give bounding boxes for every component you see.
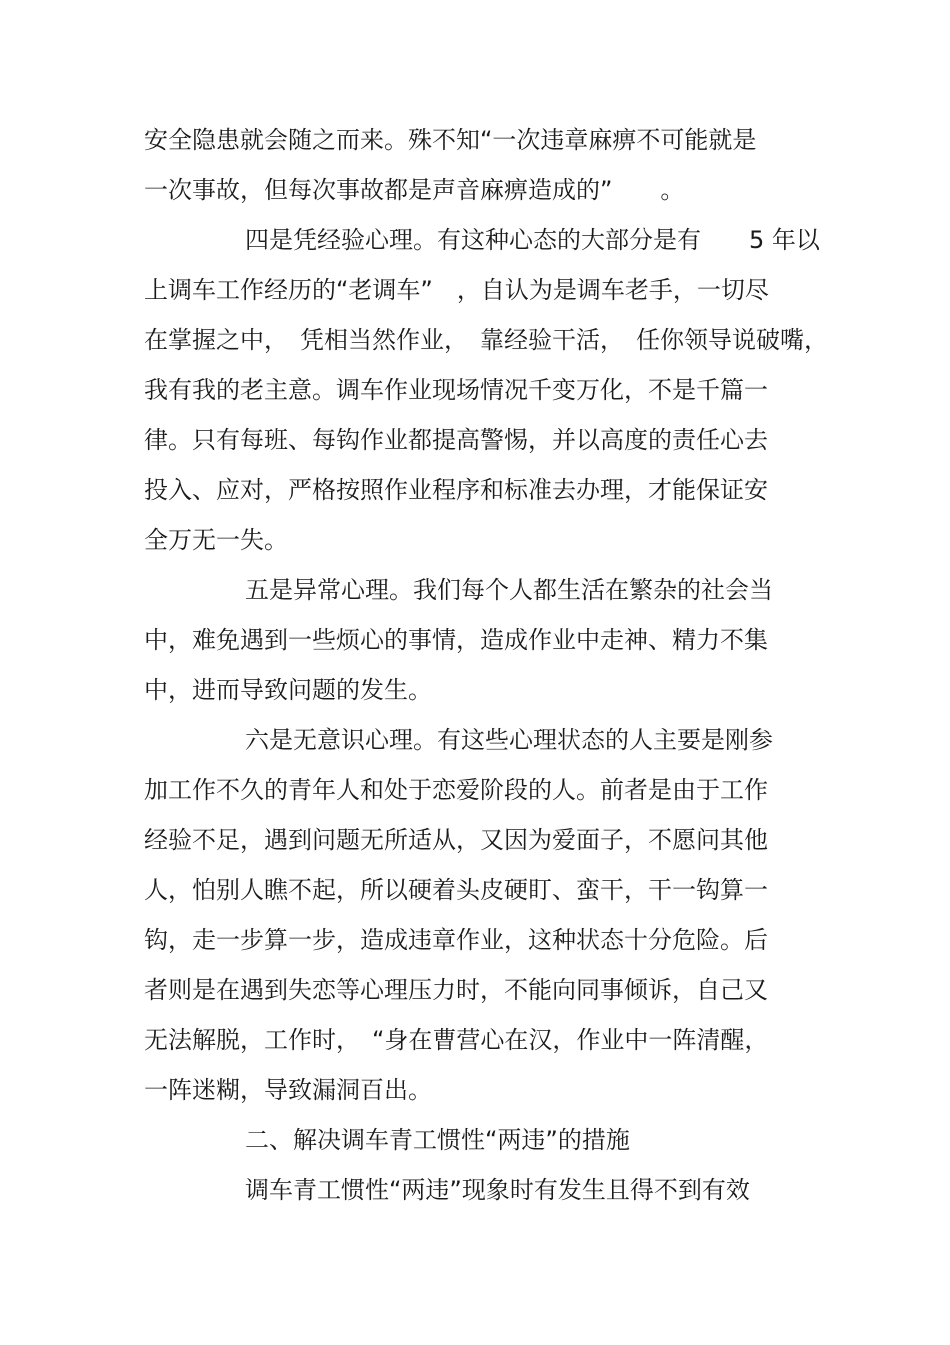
text-line: 我有我的老主意。调车作业现场情况千变万化，不是千篇一 [144,376,768,404]
text-line: 者则是在遇到失恋等心理压力时，不能向同事倾诉，自己又 [144,976,768,1004]
text-line: 在掌握之中， 凭相当然作业， 靠经验干活， 任你领导说破嘴， [144,326,828,354]
text-line: 安全隐患就会随之而来。殊不知“一次违章麻痹不可能就是 [144,126,757,154]
section-heading: 二、解决调车青工惯性“两违”的措施 [245,1126,630,1154]
paragraph-first-line: 调车青工惯性“两违”现象时有发生且得不到有效 [245,1176,750,1204]
text-line: 律。只有每班、每钩作业都提高警惕，并以高度的责任心去 [144,426,768,454]
text-line: 中，进而导致问题的发生。 [144,676,432,704]
text-line: 全万无一失。 [144,526,288,554]
paragraph-first-line: 四是凭经验心理。有这种心态的大部分是有 5 年以 [245,226,820,254]
text-line: 无法解脱，工作时， “身在曹营心在汉，作业中一阵清醒， [144,1026,769,1054]
text-line: 一次事故，但每次事故都是声音麻痹造成的” 。 [144,176,685,204]
text-line: 人，怕别人瞧不起，所以硬着头皮硬盯、蛮干，干一钩算一 [144,876,768,904]
paragraph-first-line: 五是异常心理。我们每个人都生活在繁杂的社会当 [245,576,773,604]
text-line: 加工作不久的青年人和处于恋爱阶段的人。前者是由于工作 [144,776,768,804]
text-line: 中，难免遇到一些烦心的事情，造成作业中走神、精力不集 [144,626,768,654]
text-line: 一阵迷糊，导致漏洞百出。 [144,1076,432,1104]
text-line: 上调车工作经历的“老调车” ，自认为是调车老手，一切尽 [144,276,769,304]
text-line: 钩，走一步算一步，造成违章作业，这种状态十分危险。后 [144,926,768,954]
paragraph-first-line: 六是无意识心理。有这些心理状态的人主要是刚参 [245,726,773,754]
text-line: 经验不足，遇到问题无所适从，又因为爱面子，不愿问其他 [144,826,768,854]
text-line: 投入、应对，严格按照作业程序和标准去办理，才能保证安 [144,476,768,504]
